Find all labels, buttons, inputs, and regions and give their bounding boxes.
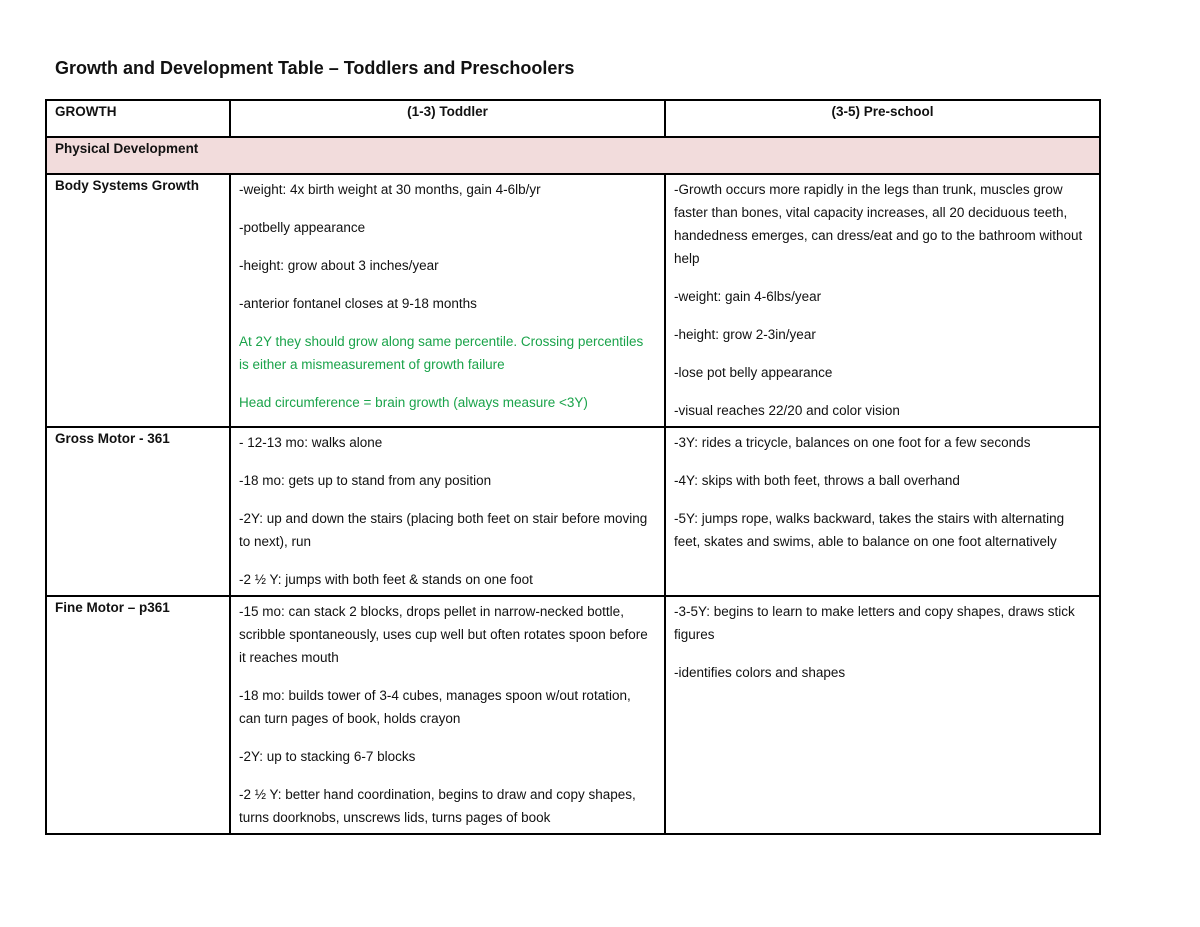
list-item: -weight: gain 4-6lbs/year <box>674 289 822 304</box>
list-item: -3-5Y: begins to learn to make letters and copy shapes, draws stick figures <box>674 604 1075 642</box>
toddler-cell <box>230 596 665 834</box>
highlight-note: Head circumference = brain growth (always measure <3Y) <box>239 395 588 410</box>
list-item: -18 mo: gets up to stand from any position <box>239 473 492 488</box>
header-preschool: (3-5) Pre-school <box>665 100 1100 137</box>
list-item: -identifies colors and shapes <box>674 665 846 680</box>
preschool-cell <box>665 596 1100 834</box>
section-title: Physical Development <box>46 137 1100 174</box>
toddler-cell <box>230 427 665 596</box>
row-label: Fine Motor – p361 <box>46 596 230 834</box>
header-toddler: (1-3) Toddler <box>230 100 665 137</box>
list-item: -4Y: skips with both feet, throws a ball overhand <box>674 473 960 488</box>
table-row <box>46 427 1100 596</box>
page-title: Growth and Development Table – Toddlers and Preschoolers <box>55 58 575 78</box>
row-label: Gross Motor - 361 <box>46 427 230 596</box>
table-row <box>46 596 1100 834</box>
table-row <box>46 174 1100 427</box>
section-row <box>46 137 1100 174</box>
list-item: -3Y: rides a tricycle, balances on one foot for a few seconds <box>674 435 1031 450</box>
preschool-cell <box>665 427 1100 596</box>
list-item: -15 mo: can stack 2 blocks, drops pellet in narrow-necked bottle, scribble spontaneously, uses cup well but often rotates spoon before it reaches mouth <box>239 604 648 665</box>
header-row <box>46 100 1100 137</box>
highlight-note: At 2Y they should grow along same percentile. Crossing percentiles is either a mismeasurement of growth failure <box>239 334 644 372</box>
toddler-cell <box>230 174 665 427</box>
list-item: - 12-13 mo: walks alone <box>239 435 383 450</box>
header-growth: GROWTH <box>46 100 230 137</box>
list-item: -2Y: up and down the stairs (placing both feet on stair before moving to next), run <box>239 511 648 549</box>
row-label: Body Systems Growth <box>46 174 230 427</box>
list-item: -Growth occurs more rapidly in the legs than trunk, muscles grow faster than bones, vital capacity increases, all 20 deciduous teeth, handedness emerges, can dress/eat and go to the bathroom without help <box>674 182 1083 266</box>
list-item: -2 ½ Y: jumps with both feet & stands on one foot <box>239 572 533 587</box>
growth-development-table <box>45 99 1101 835</box>
preschool-cell <box>665 174 1100 427</box>
list-item: -weight: 4x birth weight at 30 months, gain 4-6lb/yr <box>239 182 541 197</box>
list-item: -18 mo: builds tower of 3-4 cubes, manages spoon w/out rotation, can turn pages of book, holds crayon <box>239 688 631 726</box>
list-item: -2Y: up to stacking 6-7 blocks <box>239 749 416 764</box>
list-item: -height: grow about 3 inches/year <box>239 258 439 273</box>
list-item: -potbelly appearance <box>239 220 366 235</box>
list-item: -2 ½ Y: better hand coordination, begins to draw and copy shapes, turns doorknobs, unscrews lids, turns pages of book <box>239 787 636 825</box>
list-item: -lose pot belly appearance <box>674 365 833 380</box>
list-item: -height: grow 2-3in/year <box>674 327 816 342</box>
list-item: -anterior fontanel closes at 9-18 months <box>239 296 477 311</box>
list-item: -5Y: jumps rope, walks backward, takes the stairs with alternating feet, skates and swims, able to balance on one foot alternatively <box>674 511 1065 549</box>
list-item: -visual reaches 22/20 and color vision <box>674 403 900 418</box>
